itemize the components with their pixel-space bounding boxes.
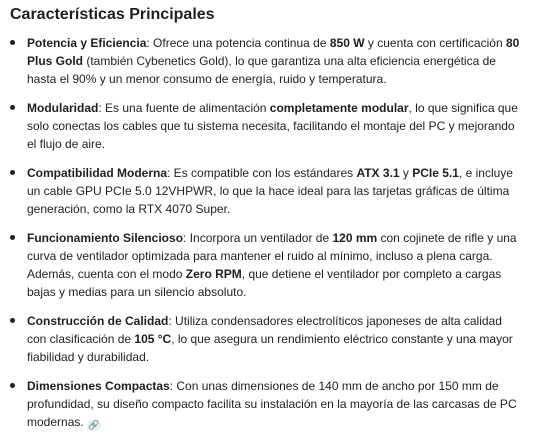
list-item-dimensiones: Dimensiones Compactas: Con unas dimensiones de 140 mm de ancho por 150 mm de profundidad, su diseño compacto facilita su instalación en la mayoría de las carcasas de PC modernas. 🔗 [10, 377, 524, 431]
bullet-icon [10, 105, 15, 110]
section-heading: Características Principales [10, 6, 215, 23]
bullet-icon [10, 40, 15, 45]
list-item-construccion: Construcción de Calidad: Utiliza condensadores electrolíticos japoneses de alta calidad con clasificación de 105 °C, lo que asegura un rendimiento eléctrico constante y una mayor fiabilidad y durabilidad. [10, 312, 524, 366]
item-title: Construcción de Calidad [27, 314, 169, 328]
item-title: Funcionamiento Silencioso [27, 231, 184, 245]
bullet-icon [10, 383, 15, 388]
item-title: Modularidad [27, 101, 99, 115]
item-title: Compatibilidad Moderna [27, 166, 168, 180]
list-item-potencia: Potencia y Eficiencia: Ofrece una potencia continua de 850 W y cuenta con certificación 80 Plus Gold (también Cybenetics Gold), lo que garantiza una alta eficiencia energética de hasta el 90% y un menor consumo de energía, ruido y temperatura. [10, 34, 524, 88]
list-item-compatibilidad: Compatibilidad Moderna: Es compatible con los estándares ATX 3.1 y PCIe 5.1, e incluye un cable GPU PCIe 5.0 12VHPWR, lo que la hace ideal para las tarjetas gráficas de última generación, como la RTX 4070 Super. [10, 164, 524, 218]
list-item-modularidad: Modularidad: Es una fuente de alimentación completamente modular, lo que significa que solo conectas los cables que tu sistema necesita, facilitando el montaje del PC y mejorando el flujo de aire. [10, 99, 524, 153]
item-title: Dimensiones Compactas [27, 379, 170, 393]
features-list [10, 34, 524, 431]
link-icon[interactable]: 🔗 [88, 420, 100, 430]
list-item-silencioso: Funcionamiento Silencioso: Incorpora un ventilador de 120 mm con cojinete de rifle y una curva de ventilador optimizada para mantener el ruido al mínimo, incluso a plena carga. Además, cuenta con el modo Zero RPM, que detiene el ventilador por completo a cargas bajas y medias para un silencio absoluto. [10, 229, 524, 301]
bullet-icon [10, 235, 15, 240]
bullet-icon [10, 318, 15, 323]
item-title: Potencia y Eficiencia [27, 36, 147, 50]
bullet-icon [10, 170, 15, 175]
